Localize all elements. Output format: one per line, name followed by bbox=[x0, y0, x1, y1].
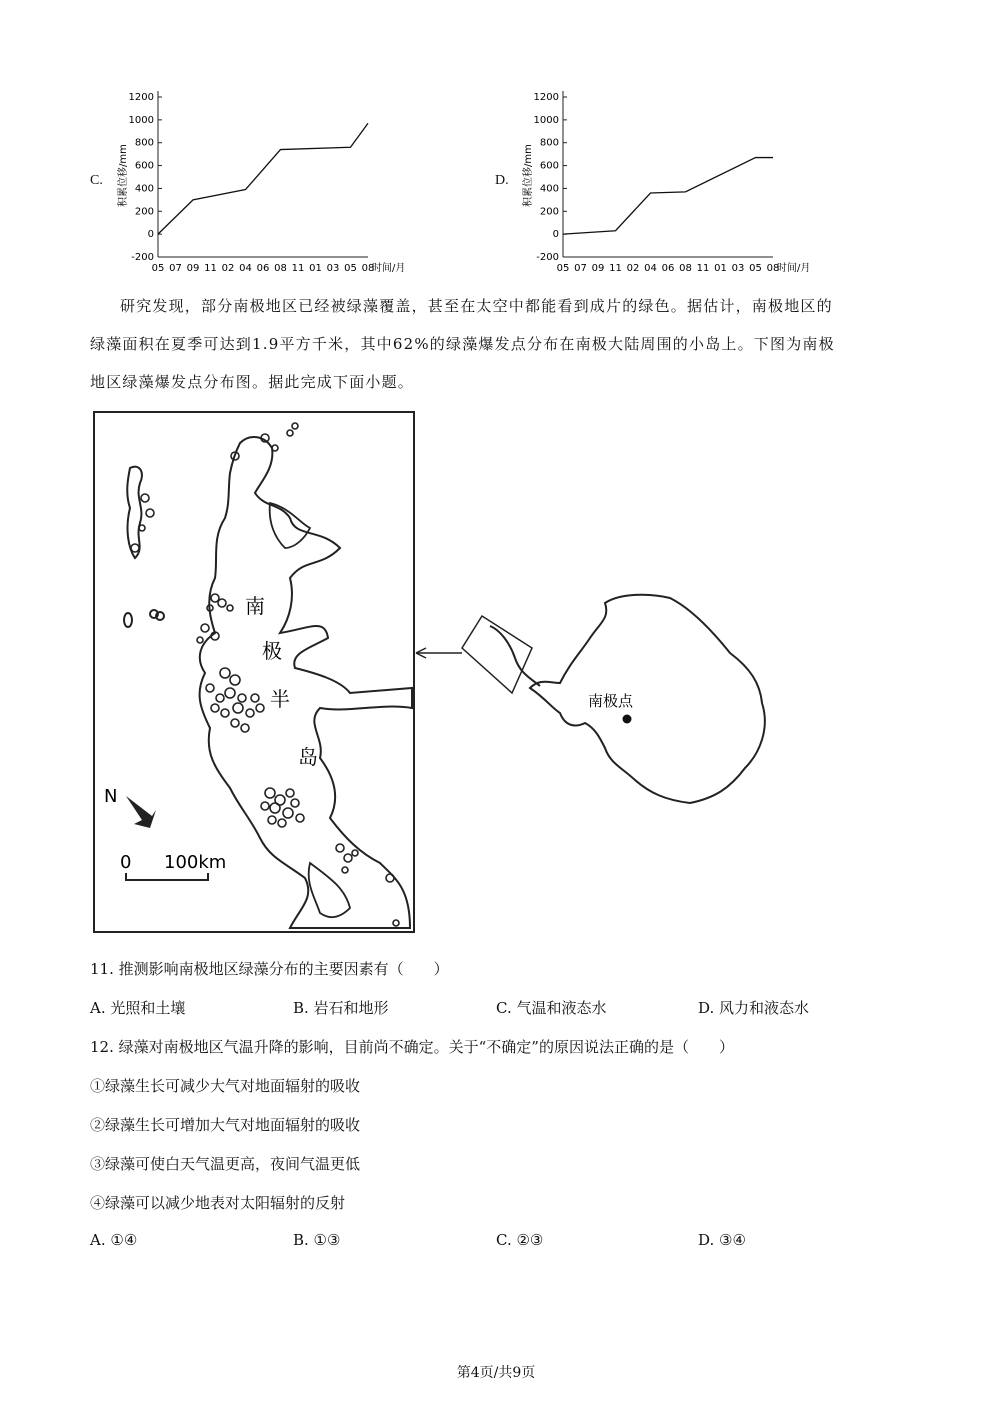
page-footer: 第4页/共9页 bbox=[456, 1365, 536, 1381]
x-tick-label: 05 bbox=[556, 263, 570, 274]
series-line bbox=[563, 158, 773, 235]
y-tick-label: 1200 bbox=[128, 92, 154, 103]
passage-line-2: 绿藻面积在夏季可达到1.9平方千米，其中62%的绿藻爆发点分布在南极大陆周围的小岛上。下图为南极 bbox=[90, 335, 835, 353]
x-tick-label: 06 bbox=[256, 263, 270, 274]
x-tick-label: 04 bbox=[644, 263, 657, 274]
pole-label: 南极点 bbox=[588, 692, 634, 710]
y-tick-label: 0 bbox=[552, 229, 559, 241]
y-tick-label: 400 bbox=[134, 183, 154, 195]
q12-statement-4: ④绿藻可以减少地表对太阳辐射的反射 bbox=[90, 1194, 346, 1212]
y-axis-label: 积累位移/mm bbox=[118, 144, 129, 207]
q12-stem: 12. 绿藻对南极地区气温升降的影响，目前尚不确定。关于“不确定”的原因说法正确的是（ ） bbox=[90, 1038, 734, 1056]
y-tick-label: 600 bbox=[134, 160, 154, 172]
q12-option-c[interactable]: C. ②③ bbox=[496, 1231, 544, 1249]
chart-c bbox=[100, 85, 420, 280]
x-tick-label: 11 bbox=[204, 263, 217, 274]
x-tick-label: 08 bbox=[361, 263, 375, 274]
antarctic-map-figure bbox=[90, 408, 780, 938]
q12-statement-3: ③绿藻可使白天气温更高，夜间气温更低 bbox=[90, 1155, 361, 1173]
scale-bar bbox=[126, 873, 208, 880]
chart-d-label: D. bbox=[495, 173, 509, 188]
north-arrow-icon bbox=[126, 796, 156, 828]
q11-option-c[interactable]: C. 气温和液态水 bbox=[496, 999, 607, 1017]
q11-option-a[interactable]: A. 光照和土壤 bbox=[90, 999, 186, 1017]
algae-bloom-points bbox=[131, 423, 399, 926]
x-tick-label: 05 bbox=[151, 263, 165, 274]
x-tick-label: 05 bbox=[344, 263, 357, 274]
x-tick-label: 11 bbox=[291, 263, 305, 274]
south-pole-point bbox=[623, 715, 632, 724]
inlet-outline bbox=[270, 503, 310, 548]
y-tick-label: 200 bbox=[134, 206, 154, 218]
y-tick-label: -200 bbox=[131, 252, 154, 263]
x-tick-label: 08 bbox=[679, 263, 692, 274]
region-char-1: 南 bbox=[245, 594, 265, 618]
x-tick-label: 05 bbox=[749, 263, 762, 274]
x-tick-label: 02 bbox=[626, 263, 640, 274]
passage bbox=[90, 287, 905, 401]
x-tick-label: 11 bbox=[609, 263, 622, 274]
y-tick-label: 1000 bbox=[128, 114, 154, 126]
x-axis-label: 时间/月 bbox=[372, 263, 406, 274]
region-char-4: 岛 bbox=[298, 745, 318, 769]
north-label: N bbox=[104, 786, 118, 807]
q11-option-d[interactable]: D. 风力和液态水 bbox=[698, 999, 810, 1017]
x-axis-label: 时间/月 bbox=[777, 263, 811, 274]
y-tick-label: 1200 bbox=[533, 92, 559, 103]
y-tick-label: 0 bbox=[147, 229, 154, 241]
x-tick-label: 03 bbox=[326, 263, 340, 274]
passage-line-1: 研究发现，部分南极地区已经被绿藻覆盖，甚至在太空中都能看到成片的绿色。据估计，南极地区的 bbox=[120, 297, 833, 315]
x-tick-label: 06 bbox=[661, 263, 675, 274]
series-line bbox=[158, 123, 368, 234]
chart-d bbox=[505, 85, 825, 280]
chart-c-label: C. bbox=[90, 173, 103, 188]
peninsula-inset bbox=[490, 626, 540, 686]
x-tick-label: 09 bbox=[186, 263, 200, 274]
x-tick-label: 03 bbox=[731, 263, 745, 274]
region-char-2: 极 bbox=[262, 639, 282, 663]
x-tick-label: 07 bbox=[169, 263, 182, 274]
q12-option-b[interactable]: B. ①③ bbox=[293, 1231, 341, 1249]
region-char-3: 半 bbox=[270, 687, 290, 711]
y-tick-label: 800 bbox=[539, 137, 559, 149]
q11-option-b[interactable]: B. 岩石和地形 bbox=[293, 999, 389, 1017]
x-tick-label: 09 bbox=[591, 263, 605, 274]
q12-option-a[interactable]: A. ①④ bbox=[90, 1231, 138, 1249]
inset-box bbox=[462, 616, 532, 693]
q12-statement-2: ②绿藻生长可增加大气对地面辐射的吸收 bbox=[90, 1116, 361, 1134]
passage-line-3: 地区绿藻爆发点分布图。据此完成下面小题。 bbox=[90, 373, 415, 391]
q12-option-d[interactable]: D. ③④ bbox=[698, 1231, 746, 1249]
y-tick-label: 400 bbox=[539, 183, 559, 195]
x-tick-label: 01 bbox=[714, 263, 727, 274]
x-tick-label: 11 bbox=[696, 263, 710, 274]
x-tick-label: 02 bbox=[221, 263, 235, 274]
y-tick-label: 800 bbox=[134, 137, 154, 149]
west-islands bbox=[124, 467, 164, 627]
x-tick-label: 01 bbox=[309, 263, 322, 274]
coast-lower bbox=[309, 863, 350, 917]
scale-km: 100km bbox=[164, 852, 227, 873]
y-tick-label: 1000 bbox=[533, 114, 559, 126]
q12-statement-1: ①绿藻生长可减少大气对地面辐射的吸收 bbox=[90, 1077, 361, 1095]
antarctica-outline bbox=[530, 595, 765, 803]
x-tick-label: 04 bbox=[239, 263, 252, 274]
y-tick-label: -200 bbox=[536, 252, 559, 263]
y-tick-label: 600 bbox=[539, 160, 559, 172]
y-axis-label: 积累位移/mm bbox=[523, 144, 534, 207]
q11-stem: 11. 推测影响南极地区绿藻分布的主要因素有（ ） bbox=[90, 960, 449, 978]
x-tick-label: 08 bbox=[274, 263, 287, 274]
y-tick-label: 200 bbox=[539, 206, 559, 218]
x-tick-label: 07 bbox=[574, 263, 587, 274]
scale-zero: 0 bbox=[120, 852, 132, 873]
x-tick-label: 08 bbox=[766, 263, 780, 274]
